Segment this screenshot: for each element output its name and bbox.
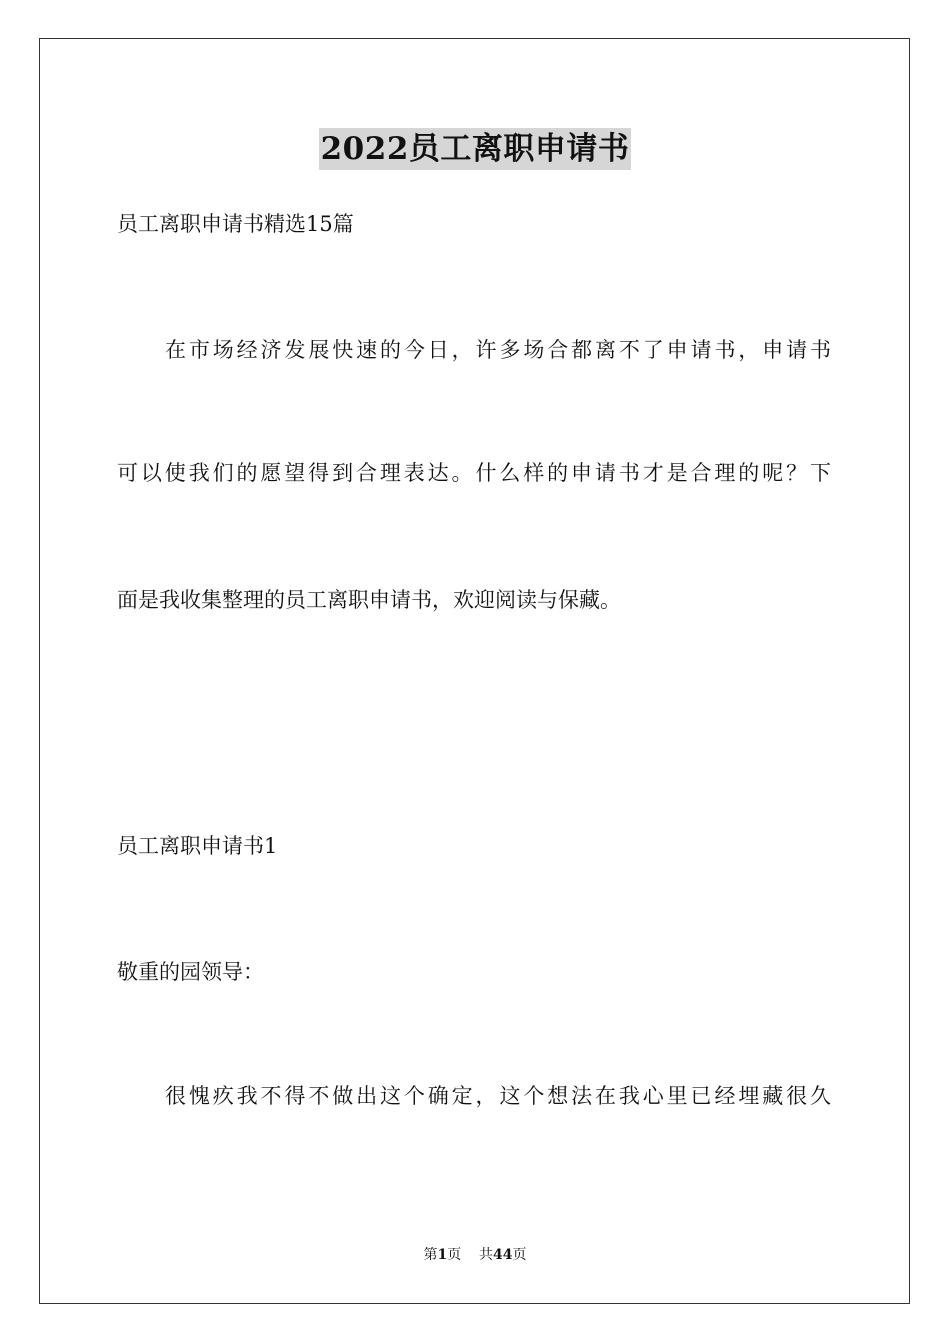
title-container: [0, 128, 950, 170]
body-line-1: 很愧疚我不得不做出这个确定，这个想法在我心里已经埋藏很久: [165, 1084, 831, 1108]
document-title: 2022员工离职申请书: [319, 128, 632, 170]
footer-total-pages: 44: [493, 1247, 513, 1263]
document-subtitle: 员工离职申请书精选15篇: [117, 212, 354, 236]
salutation: 敬重的园领导：: [117, 960, 264, 984]
intro-line-1: 在市场经济发展快速的今日，许多场合都离不了申请书，申请书: [165, 338, 831, 362]
footer-page-suffix: 页: [447, 1247, 462, 1263]
intro-line-3: 面是我收集整理的员工离职申请书，欢迎阅读与保藏。: [117, 588, 621, 612]
page-footer: [0, 1245, 950, 1265]
footer-total-suffix: 页: [512, 1247, 527, 1263]
section-heading: 员工离职申请书1: [117, 834, 278, 858]
footer-page-prefix: 第: [423, 1247, 438, 1263]
footer-page-number: 1: [437, 1247, 448, 1263]
footer-total-prefix: 共: [479, 1247, 494, 1263]
intro-line-2: 可以使我们的愿望得到合理表达。什么样的申请书才是合理的呢？下: [117, 461, 831, 485]
